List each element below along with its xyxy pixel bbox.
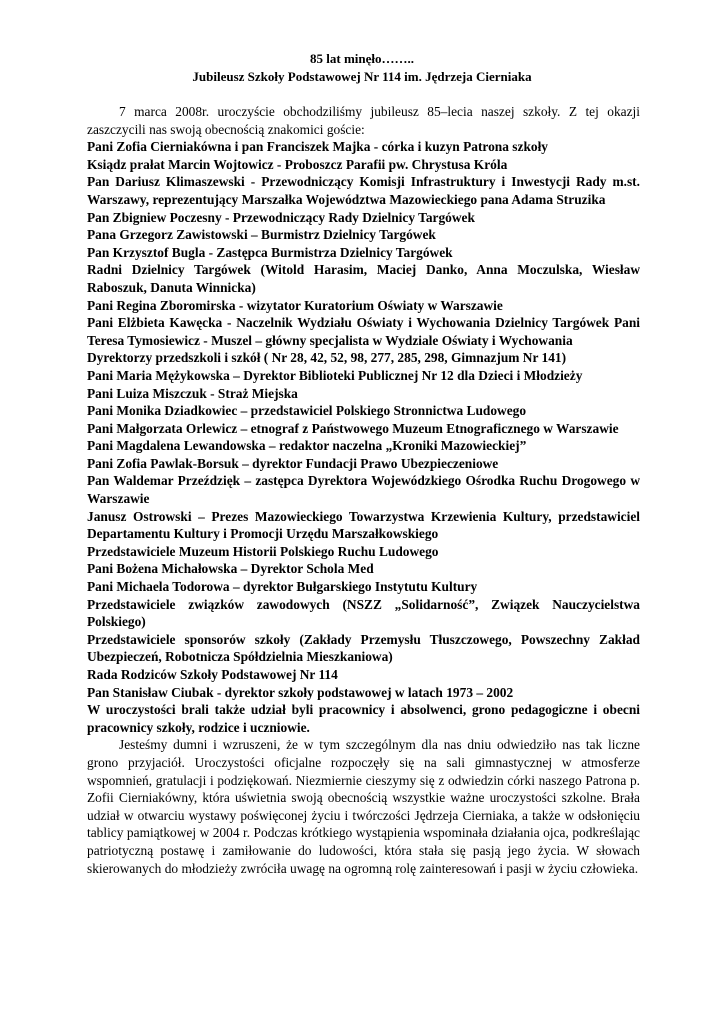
guest-entry: Pan Zbigniew Poczesny - Przewodniczący Rady Dzielnicy Targówek (87, 209, 475, 225)
article-body (87, 103, 640, 877)
guest-entry: Pani Regina Zboromirska - wizytator Kuratorium Oświaty w Warszawie (87, 297, 503, 313)
guest-entry: Pani Magdalena Lewandowska – redaktor naczelna „Kroniki Mazowieckiej” (87, 438, 527, 454)
guest-entry: Pan Stanisław Ciubak - dyrektor szkoły podstawowej w latach 1973 – 2002 (87, 684, 514, 700)
page-title: 85 lat minęło…….. (310, 51, 414, 66)
guest-entry: Ksiądz prałat Marcin Wojtowicz - Proboszcz Parafii pw. Chrystusa Króla (87, 156, 508, 172)
guest-entry: Pan Waldemar Przeździęk – zastępca Dyrektora Wojewódzkiego Ośrodka Ruchu Drogowego w Warszawie (87, 473, 640, 507)
guest-entry: Pani Monika Dziadkowiec – przedstawiciel Polskiego Stronnictwa Ludowego (87, 403, 527, 419)
guest-entry: Dyrektorzy przedszkoli i szkół ( Nr 28, 42, 52, 98, 277, 285, 298, Gimnazjum Nr 141) (87, 350, 567, 366)
guest-entry: Pani Zofia Cierniakówna i pan Franciszek Majka - córka i kuzyn Patrona szkoły (87, 139, 549, 155)
guest-entry: Przedstawiciele związków zawodowych (NSZZ „Solidarność”, Związek Nauczycielstwa Polskiego) (87, 596, 640, 630)
guest-entry: Janusz Ostrowski – Prezes Mazowieckiego Towarzystwa Krzewienia Kultury, przedstawiciel Departamentu Kultury i Promocji Urzędu Marszałkowskiego (87, 508, 640, 542)
closing-paragraph: Jesteśmy dumni i wzruszeni, że w tym szczególnym dla nas dniu odwiedziło nas tak liczne grono przyjaciół. Uroczystości oficjalne rozpoczęły się na sali gimnastycznej w atmosferze wspomnień, gratulacji i podziękowań. Niezmiernie cieszymy się z odwiedzin córki naszego Patrona p. Zofii Cierniakówny, która uświetnia swoją obecnością wszystkie ważne uroczystości szkolne. Brała udział w otwarciu wystawy poświęconej życiu i twórczości Jędrzeja Cierniaka, a także w odsłonięciu tablicy pamiątkowej w 2004 r. Podczas krótkiego wystąpienia wspominała działania ojca, podkreślając patriotyczną postawę i zamiłowanie do ludowości, która stała się pasją jego życia. W słowach skierowanych do młodzieży zwróciła uwagę na ogromną rolę zainteresowań i pasji w życiu człowieka. (87, 737, 640, 876)
guest-entry: Pani Zofia Pawlak-Borsuk – dyrektor Fundacji Prawo Ubezpieczeniowe (87, 455, 499, 471)
guest-entry: Rada Rodziców Szkoły Podstawowej Nr 114 (87, 667, 338, 682)
guest-entry: Pani Małgorzata Orlewicz – etnograf z Państwowego Muzeum Etnograficznego w Warszawie (87, 420, 619, 436)
guest-list (87, 138, 640, 736)
guest-entry: Pan Krzysztof Bugla - Zastępca Burmistrza Dzielnicy Targówek (87, 244, 453, 260)
guest-entry: Pani Luiza Miszczuk - Straż Miejska (87, 385, 298, 401)
guest-entry: Pana Grzegorz Zawistowski – Burmistrz Dzielnicy Targówek (87, 227, 436, 243)
guest-entry: Pani Maria Mężykowska – Dyrektor Biblioteki Publicznej Nr 12 dla Dzieci i Młodzieży (87, 367, 583, 383)
guest-entry: Pani Michaela Todorowa – dyrektor Bułgarskiego Instytutu Kultury (87, 579, 478, 595)
guest-entry: Radni Dzielnicy Targówek (Witold Harasim, Maciej Danko, Anna Moczulska, Wiesław Raboszuk, Danuta Winnicka) (87, 262, 640, 295)
guest-entry: Przedstawiciele sponsorów szkoły (Zakłady Przemysłu Tłuszczowego, Powszechny Zakład Ubezpieczeń, Robotnicza Spółdzielnia Mieszkaniowa) (87, 631, 640, 665)
guest-entry: Przedstawiciele Muzeum Historii Polskiego Ruchu Ludowego (87, 543, 439, 559)
guest-entry: Pani Elżbieta Kawęcka - Naczelnik Wydziału Oświaty i Wychowania Dzielnicy Targówek Pani Teresa Tymosiewicz - Muszel – główny specjalista w Wydziale Oświaty i Wychowania (87, 315, 640, 348)
guest-entry: Pan Dariusz Klimaszewski - Przewodniczący Komisji Infrastruktury i Inwestycji Rady m.st. Warszawy, reprezentujący Marszałka Województwa Mazowieckiego pana Adama Struzika (87, 174, 640, 207)
guest-entry: W uroczystości brali także udział byli pracownicy i absolwenci, grono pedagogiczne i obecni pracownicy szkoły, rodzice i uczniowie. (87, 702, 640, 735)
page-subtitle: Jubileusz Szkoły Podstawowej Nr 114 im. Jędrzeja Cierniaka (192, 69, 532, 84)
intro-paragraph: 7 marca 2008r. uroczyście obchodziliśmy jubileusz 85–lecia naszej szkoły. Z tej okazji zaszczycili nas swoją obecnością znakomici goście: (87, 104, 640, 137)
guest-entry: Pani Bożena Michałowska – Dyrektor Schola Med (87, 561, 374, 577)
